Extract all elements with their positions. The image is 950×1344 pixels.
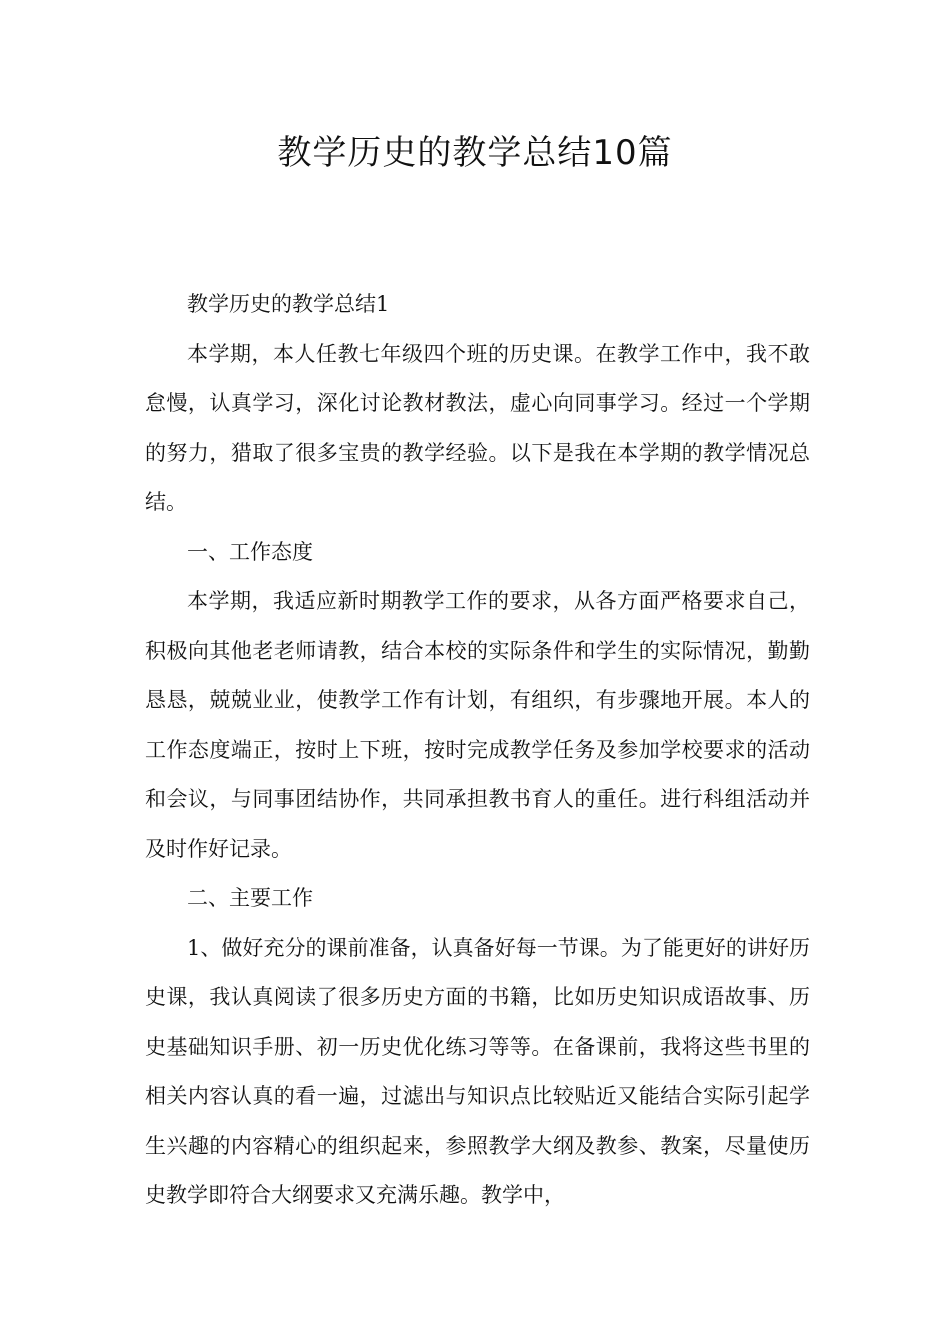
section-heading: 二、主要工作	[187, 886, 313, 910]
document-title: 教学历史的教学总结10篇	[277, 133, 673, 173]
body-paragraph: 本学期，本人任教七年级四个班的历史课。在教学工作中，我不敢怠慢，认真学习，深化讨论教材教法，虚心向同事学习。经过一个学期的努力，猎取了很多宝贵的教学经验。以下是我在本学期的教学情况总结。	[145, 341, 810, 514]
document-body	[145, 280, 810, 1221]
section-heading: 教学历史的教学总结1	[187, 292, 390, 316]
body-paragraph: 1、做好充分的课前准备，认真备好每一节课。为了能更好的讲好历史课，我认真阅读了很多历史方面的书籍，比如历史知识成语故事、历史基础知识手册、初一历史优化练习等等。在备课前，我将这些书里的相关内容认真的看一遍，过滤出与知识点比较贴近又能结合实际引起学生兴趣的内容精心的组织起来，参照教学大纲及教参、教案，尽量使历史教学即符合大纲要求又充满乐趣。教学中，	[145, 935, 810, 1207]
body-paragraph: 本学期，我适应新时期教学工作的要求，从各方面严格要求自己，积极向其他老老师请教，结合本校的实际条件和学生的实际情况，勤勤恳恳，兢兢业业，使教学工作有计划，有组织，有步骤地开展。本人的工作态度端正，按时上下班，按时完成教学任务及参加学校要求的活动和会议，与同事团结协作，共同承担教书育人的重任。进行科组活动并及时作好记录。	[145, 589, 810, 861]
section-heading: 一、工作态度	[187, 539, 313, 564]
